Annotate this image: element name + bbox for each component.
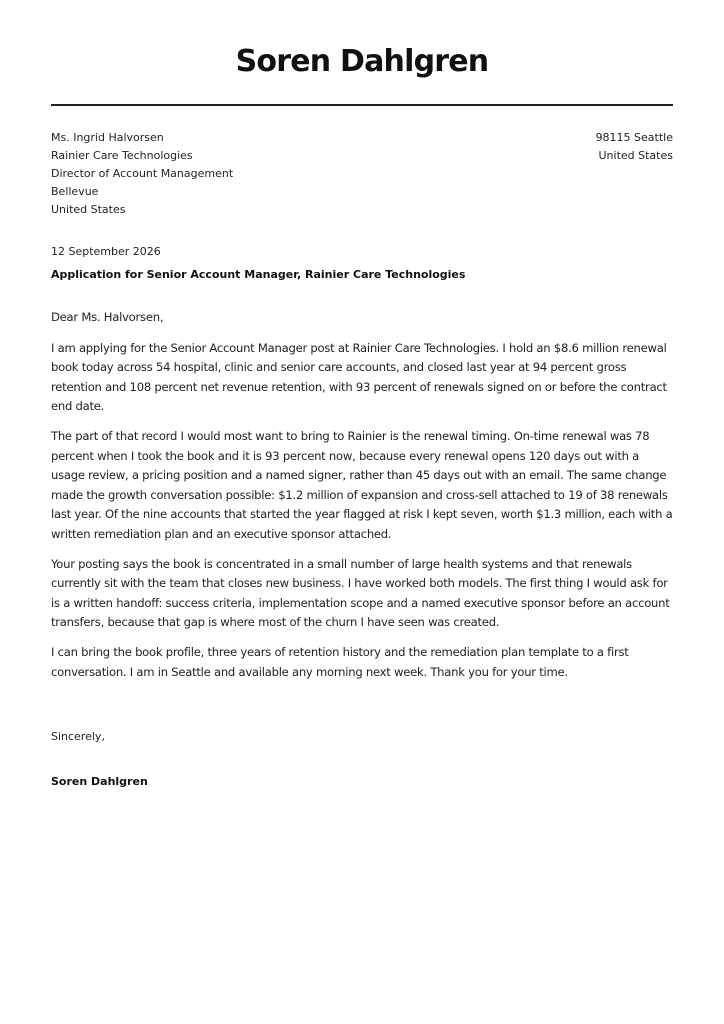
- body-paragraph: The part of that record I would most want to bring to Rainier is the renewal timing. On-time renewal was 78 percent when I took the book and it is 93 percent now, because every renewal opens 120 days out with a usage review, a pricing position and a named signer, rather than 45 days out with an email. The same change made the growth conversation possible: $1.2 million of expansion and cross-sell attached to 19 of 38 renewals last year. Of the nine accounts that started the year flagged at risk I kept seven, worth $1.3 million, each with a written remediation plan and an executive sponsor attached.: [51, 428, 673, 541]
- header-divider: [51, 104, 673, 106]
- body-paragraph: I am applying for the Senior Account Manager post at Rainier Care Technologies. I hold an $8.6 million renewal book today across 54 hospital, clinic and senior care accounts, and closed last year at 94 percent gross retention and 108 percent net revenue retention, with 93 percent of renewals signed on or before the contract end date.: [51, 340, 667, 414]
- recipient-name: Ms. Ingrid Halvorsen: [51, 131, 164, 144]
- recipient-city: Bellevue: [51, 185, 99, 198]
- closing: Sincerely,: [51, 730, 105, 743]
- letter-body: [51, 308, 675, 692]
- sender-city: 98115 Seattle: [595, 131, 673, 144]
- recipient-title: Director of Account Management: [51, 167, 234, 180]
- recipient-address: [51, 129, 233, 219]
- salutation: Dear Ms. Halvorsen,: [51, 310, 164, 324]
- signature-name: Soren Dahlgren: [51, 775, 148, 788]
- body-paragraph: I can bring the book profile, three years of retention history and the remediation plan template to a first conversation. I am in Seattle and available any morning next week. Thank you for your time.: [51, 644, 629, 679]
- recipient-country: United States: [51, 203, 126, 216]
- letter-date: 12 September 2026: [51, 245, 161, 258]
- recipient-company: Rainier Care Technologies: [51, 149, 193, 162]
- page-title: Soren Dahlgren: [235, 44, 489, 79]
- sender-address: [596, 129, 673, 165]
- body-paragraph: Your posting says the book is concentrated in a small number of large health systems and that renewals currently sit with the team that closes new business. I have worked both models. The first thing I would ask for is a written handoff: success criteria, implementation scope and a named executive sponsor before an account transfers, because that gap is where most of the churn I have seen was created.: [51, 556, 670, 630]
- letter-subject: Application for Senior Account Manager, Rainier Care Technologies: [51, 268, 466, 281]
- sender-country: United States: [598, 149, 673, 162]
